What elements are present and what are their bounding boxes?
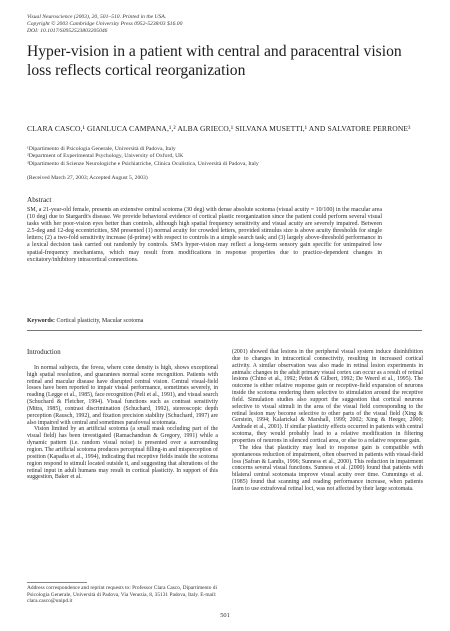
right-column (232, 349, 423, 493)
journal-info (27, 14, 327, 35)
correspondence-footnote: Address correspondence and reprint requests to: Professor Clara Casco, Dipartimento di Psicologia Generale, Università di Padova, Via Venezia, 8, 35131 Padova, Italy. E-mail: clara.casco@unipd.it (27, 585, 217, 605)
journal-citation: Visual Neuroscience (2003), 20, 501–510. Printed in the USA. (27, 14, 167, 20)
introduction-heading: Introduction (27, 349, 61, 356)
page-number: 501 (220, 612, 230, 619)
keywords-label: Keywords: (27, 318, 55, 324)
body-paragraph: In normal subjects, the fovea, where cone density is high, shows exceptional high spatial resolution, and guarantees normal scene recognition. Patients with retinal and macular disease have disrupted central vision. Central visual-field losses have been reported to impair visual performance, sometimes severely, in reading (Legge et al., 1985), face recognition (Peli et al., 1991), and visual search (Schuchard & Fletcher, 1994). Visual functions such as contrast sensitivity (Mitra, 1985), contrast discrimination (Schuchard, 1992), stereoscopic depth perception (Rausch, 1992), and fixation precision stability (Schuchard, 1997) are also impaired with central and sometimes parafoveal scotomata. (27, 364, 218, 426)
affiliation-1: ¹Dipartimento di Psicologia Generale, Università di Padova, Italy (27, 146, 176, 152)
received-dates: (Received March 27, 2003; Accepted August 5, 2003) (27, 175, 148, 181)
copyright-line: Copyright © 2003 Cambridge University Press 0952-5238/03 $16.00 (27, 21, 183, 27)
keywords-text: Cortical plasticity, Macular scotoma (56, 318, 144, 324)
doi-line: DOI: 10.1017/S0952523803205046 (27, 28, 108, 34)
left-column (27, 350, 218, 481)
body-paragraph: Vision limited by an artificial scotoma (a small mask occluding part of the visual field) has been investigated (Ramachandran & Gregory, 1991) while a dynamic pattern (i.e. random visual noise) is presented over a surrounding region. The artificial scotoma produces perceptual filling-in and misperception of position (Kapadia et al., 1994), indicating that receptive fields inside the scotoma region respond to stimuli located outside it, and suggesting that alterations of the retinal input in adult humans may result in cortical plasticity. In support of this suggestion, Baker et al. (27, 426, 218, 481)
affiliation-2: ²Department of Experimental Psychology, University of Oxford, UK (27, 153, 184, 160)
affiliation-3: ³Dipartimento di Scienze Neurologiche e Psichiatriche, Clinica Oculistica, Università di Padova, Italy (27, 160, 259, 167)
footnote-divider (27, 582, 87, 583)
keywords-line (27, 318, 407, 324)
abstract-text: SM, a 21-year-old female, presents an extensive central scotoma (30 deg) with dense absolute scotoma (visual acuity = 10/100) in the macular area (10 deg) due to Stargardt's disease. We provide behavioral evidence of cortical plastic reorganization since the patient could perform several visual tasks with her poor-vision eyes better than controls, although high spatial frequency sensitivity and visual acuity are severely impaired. Between 2.5-deg and 12-deg eccentricities, SM presented (1) normal acuity for crowded letters, provided stimulus size is above acuity thresholds for single letters; (2) a two-fold sensitivity increase (d-prime) with respect to controls in a simple search task; and (3) largely above-threshold performance in a lexical decision task carried out randomly by controls. SM's hyper-vision may reflect a long-term sensory gain specific for unimpaired low spatial-frequency mechanisms, which may result from modifications in response properties due to practice-dependent changes in excitatory/inhibitory intracortical connections. (27, 207, 382, 263)
author-list: CLARA CASCO,¹ GIANLUCA CAMPANA,¹,² ALBA GRIECO,¹ SILVANA MUSETTI,¹ AND SALVATORE PERRONE³ (27, 124, 411, 133)
body-paragraph: The idea that plasticity may lead to response gain is compatible with spontaneous reduction of impairment, often observed in patients with visual-field loss (Safran & Landis, 1996; Sunness et al., 2000). This reduction in impairment concerns several visual functions. Sunness et al. (2000) found that patients with bilateral central scotomata improve visual acuity over time. Cummings et al. (1985) found that scanning and reading performance increase, when patients learn to use extrafoveal retinal loci, was not affected by their large scotomata. (232, 444, 423, 492)
section-divider (27, 330, 422, 331)
paper-title: Hyper-vision in a patient with central and paracentral vision loss reflects cortical reorganization (27, 43, 402, 79)
abstract-heading: Abstract (27, 196, 52, 204)
body-paragraph: (2001) showed that lesions in the peripheral visual system induce disinhibition due to changes in intracortical connectivity, resulting in increased cortical activity. A similar observation was also made in retinal lesion experiments in animals: changes in the adult primary visual cortex can occur as a result of retinal lesions (Chino et al., 1992; Pettet & Gilbert, 1992; De Weerd et al., 1995). The outcome is either relative response gain or receptive-field expansion of neurons inside the scotoma rendering them selective to stimulation around the receptive field. Simulation studies also support the suggestion that cortical neurons selective to visual stimuli in the area of the visual field corresponding to the retinal lesion may become selective to other parts of the visual field (Xing & Gerstein, 1994; Kalarickal & Marshall, 1999; 2002; Xing & Heeger, 2000; Andrade et al., 2001). If similar plasticity effects occurred in patients with central scotoma, they would probably lead to a relative modification in filtering properties of neurons in silenced cortical area, or else to a relative response gain. (232, 349, 423, 444)
affiliations (27, 146, 437, 168)
